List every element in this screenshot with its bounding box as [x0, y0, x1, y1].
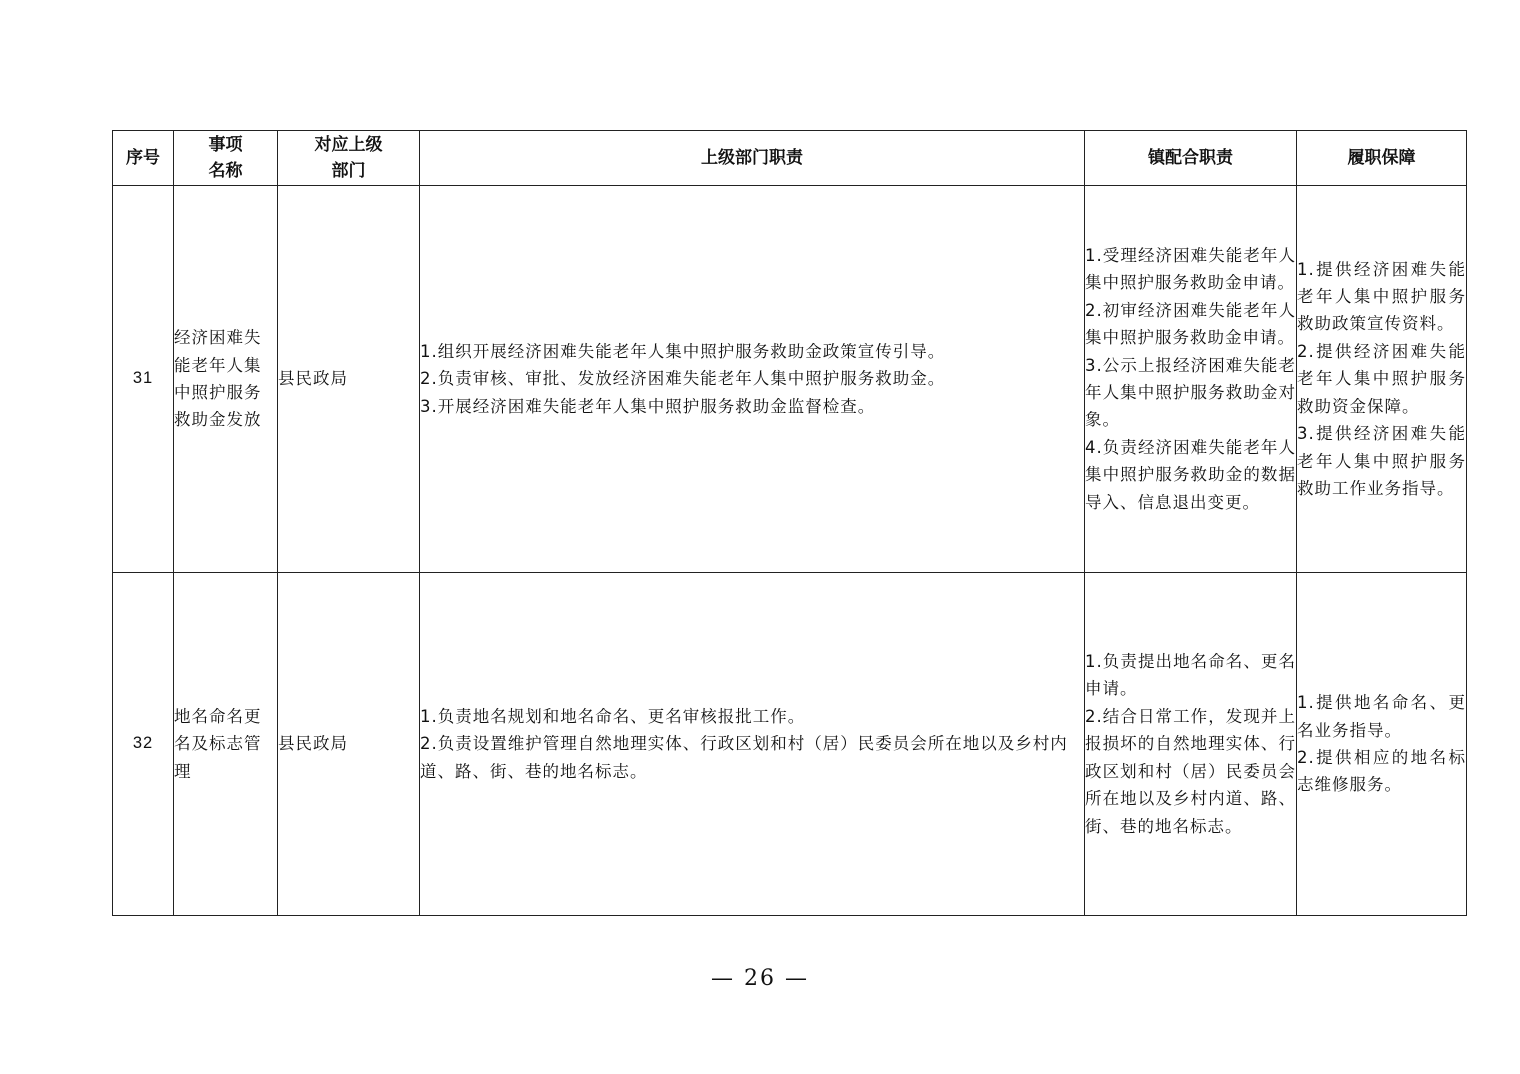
guarantee-item: 3.提供经济困难失能老年人集中照护服务救助工作业务指导。: [1297, 424, 1466, 498]
row-seq: 31: [113, 186, 174, 573]
header-town-duty: 镇配合职责: [1085, 131, 1297, 186]
header-dept: [278, 131, 420, 186]
row-item-name: 经济困难失能老年人集中照护服务救助金发放: [174, 186, 278, 573]
table-row: [113, 186, 1467, 573]
upper-duty-item: 2.负责设置维护管理自然地理实体、行政区划和村（居）民委员会所在地以及乡村内道、路、街、巷的地名标志。: [420, 734, 1068, 781]
table-row: [113, 573, 1467, 916]
duty-table: [112, 130, 1467, 916]
guarantee-item: 1.提供经济困难失能老年人集中照护服务救助政策宣传资料。: [1297, 259, 1466, 334]
row-seq: 32: [113, 573, 174, 916]
row-guarantee: [1297, 573, 1467, 916]
upper-duty-item: 3.开展经济困难失能老年人集中照护服务救助金监督检查。: [420, 396, 876, 416]
header-guarantee: 履职保障: [1297, 131, 1467, 186]
town-duty-item: 3.公示上报经济困难失能老年人集中照护服务救助金对象。: [1085, 355, 1296, 430]
town-duty-item: 2.结合日常工作，发现并上报损坏的自然地理实体、行政区划和村（居）民委员会所在地以及乡村内道、路、街、巷的地名标志。: [1085, 706, 1296, 836]
row-town-duty: [1085, 573, 1297, 916]
header-upper-duty: 上级部门职责: [420, 131, 1085, 186]
header-item-name-line1: 事项: [208, 135, 243, 155]
guarantee-item: 1.提供地名命名、更名业务指导。: [1297, 693, 1466, 740]
upper-duty-item: 1.负责地名规划和地名命名、更名审核报批工作。: [420, 706, 806, 726]
row-upper-duty: [420, 573, 1085, 916]
row-item-name: 地名命名更名及标志管理: [174, 573, 278, 916]
town-duty-item: 1.负责提出地名命名、更名申请。: [1085, 652, 1296, 699]
town-duty-item: 2.初审经济困难失能老年人集中照护服务救助金申请。: [1085, 300, 1296, 348]
table-header-row: [113, 131, 1467, 186]
upper-duty-item: 1.组织开展经济困难失能老年人集中照护服务救助金政策宣传引导。: [420, 341, 946, 361]
page-number: — 26 —: [711, 966, 809, 991]
row-upper-duty: [420, 186, 1085, 573]
header-dept-line1: 对应上级: [314, 135, 383, 155]
header-seq: 序号: [113, 131, 174, 186]
header-dept-line2: 部门: [331, 161, 366, 181]
header-item-name: [174, 131, 278, 186]
guarantee-item: 2.提供经济困难失能老年人集中照护服务救助资金保障。: [1297, 341, 1466, 416]
upper-duty-item: 2.负责审核、审批、发放经济困难失能老年人集中照护服务救助金。: [420, 369, 946, 389]
town-duty-item: 4.负责经济困难失能老年人集中照护服务救助金的数据导入、信息退出变更。: [1085, 437, 1296, 512]
row-dept: 县民政局: [278, 573, 420, 916]
row-guarantee: [1297, 186, 1467, 573]
row-town-duty: [1085, 186, 1297, 573]
header-item-name-line2: 名称: [208, 161, 243, 181]
row-dept: 县民政局: [278, 186, 420, 573]
guarantee-item: 2.提供相应的地名标志维修服务。: [1297, 748, 1466, 795]
town-duty-item: 1.受理经济困难失能老年人集中照护服务救助金申请。: [1085, 245, 1296, 293]
